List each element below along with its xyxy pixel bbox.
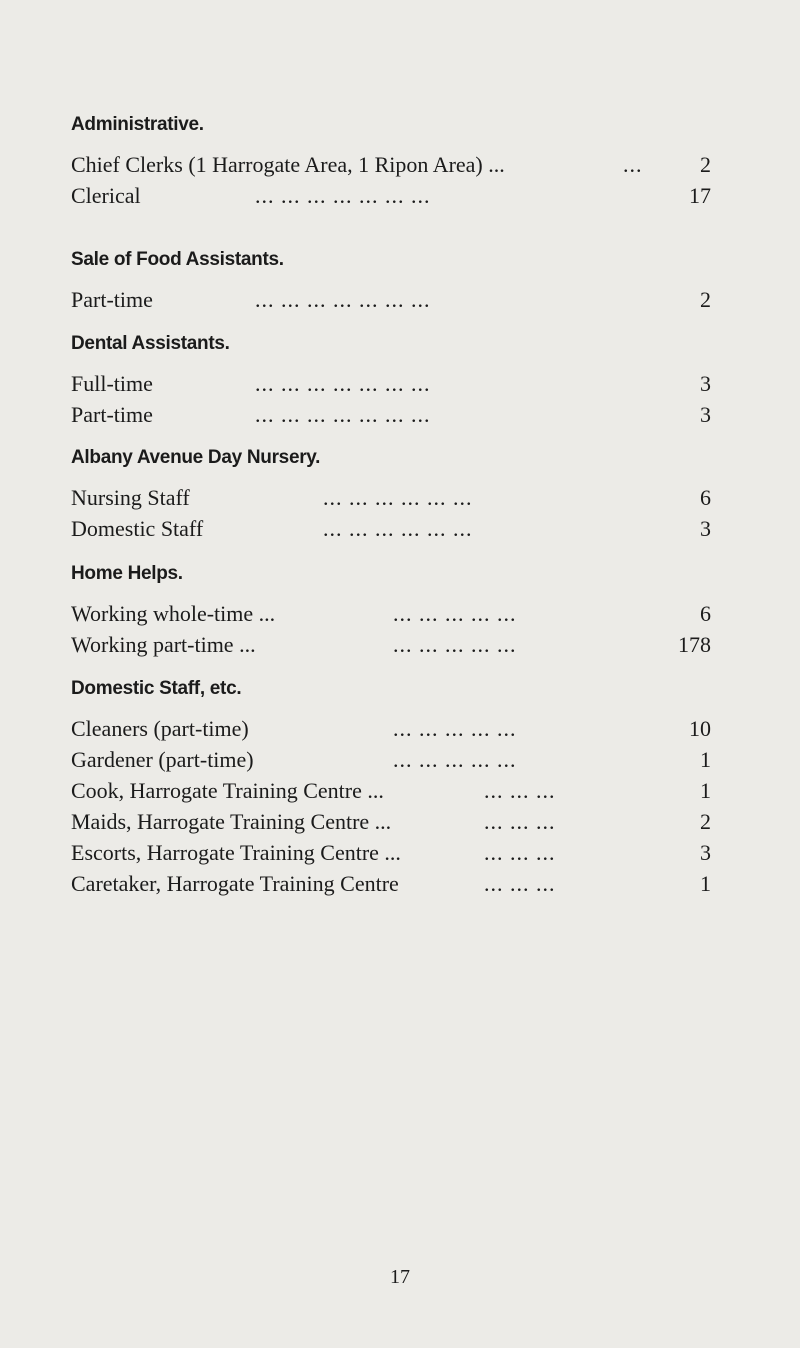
item-value: 3 — [700, 516, 711, 541]
dot-leaders: ... ... ... — [484, 871, 556, 896]
list-item — [71, 775, 711, 806]
item-label: Cleaners (part-time) — [71, 716, 249, 741]
item-value: 6 — [700, 601, 711, 626]
list-item — [71, 180, 711, 211]
dot-leaders: ... ... ... ... ... — [393, 716, 517, 741]
dot-leaders: ... ... ... ... ... — [393, 747, 517, 772]
dot-leaders: ... ... ... — [484, 809, 556, 834]
item-label: Chief Clerks (1 Harrogate Area, 1 Ripon Area) ... — [71, 152, 505, 177]
list-item — [71, 629, 711, 660]
item-label: Nursing Staff — [71, 485, 190, 510]
item-value: 2 — [700, 287, 711, 312]
item-value: 17 — [689, 183, 711, 208]
page-number: 17 — [390, 1266, 410, 1288]
dot-leaders: ... ... ... ... ... ... — [323, 485, 473, 510]
item-value: 1 — [700, 747, 711, 772]
item-label: Part-time — [71, 287, 153, 312]
dot-leaders: ... ... ... ... ... ... — [323, 516, 473, 541]
dot-leaders: ... ... ... ... ... ... ... — [255, 183, 431, 208]
item-value: 1 — [700, 871, 711, 896]
dot-leaders: ... ... ... ... ... — [393, 601, 517, 626]
list-item — [71, 744, 711, 775]
section-domestic-staff — [71, 677, 711, 899]
dot-leaders: ... ... ... — [484, 840, 556, 865]
item-label: Working part-time ... — [71, 632, 256, 657]
item-value: 178 — [678, 632, 711, 657]
item-label: Domestic Staff — [71, 516, 204, 541]
section-sale-of-food — [71, 248, 711, 315]
list-item — [71, 399, 711, 430]
section-home-helps — [71, 562, 711, 660]
list-item — [71, 598, 711, 629]
list-item — [71, 368, 711, 399]
list-item — [71, 482, 711, 513]
item-value: 2 — [700, 809, 711, 834]
list-item — [71, 284, 711, 315]
section-heading: Domestic Staff, etc. — [71, 678, 242, 699]
list-item — [71, 149, 711, 180]
item-label: Working whole-time ... — [71, 601, 276, 626]
item-value: 2 — [700, 152, 711, 177]
item-value: 3 — [700, 840, 711, 865]
section-heading: Dental Assistants. — [71, 333, 230, 354]
section-heading: Albany Avenue Day Nursery. — [71, 447, 321, 468]
item-label: Clerical — [71, 183, 141, 208]
dot-leaders: ... ... ... — [484, 778, 556, 803]
list-item — [71, 806, 711, 837]
list-item — [71, 837, 711, 868]
section-heading: Administrative. — [71, 114, 204, 135]
item-label: Cook, Harrogate Training Centre ... — [71, 778, 384, 803]
item-label: Escorts, Harrogate Training Centre ... — [71, 840, 401, 865]
list-item — [71, 868, 711, 899]
item-label: Maids, Harrogate Training Centre ... — [71, 809, 392, 834]
section-albany-avenue-day-nursery — [71, 446, 711, 544]
item-value: 1 — [700, 778, 711, 803]
list-item — [71, 713, 711, 744]
item-label: Gardener (part-time) — [71, 747, 254, 772]
list-item — [71, 513, 711, 544]
dot-leaders: ... ... ... ... ... — [393, 632, 517, 657]
item-value: 10 — [689, 716, 711, 741]
item-label: Part-time — [71, 402, 153, 427]
section-dental-assistants — [71, 332, 711, 430]
item-value: 3 — [700, 402, 711, 427]
item-value: 3 — [700, 371, 711, 396]
dot-leaders: ... — [623, 152, 643, 177]
dot-leaders: ... ... ... ... ... ... ... — [255, 371, 431, 396]
section-heading: Home Helps. — [71, 563, 183, 584]
item-label: Caretaker, Harrogate Training Centre — [71, 871, 399, 896]
item-label: Full-time — [71, 371, 153, 396]
item-value: 6 — [700, 485, 711, 510]
section-heading: Sale of Food Assistants. — [71, 249, 284, 270]
dot-leaders: ... ... ... ... ... ... ... — [255, 287, 431, 312]
dot-leaders: ... ... ... ... ... ... ... — [255, 402, 431, 427]
section-administrative — [71, 113, 711, 211]
